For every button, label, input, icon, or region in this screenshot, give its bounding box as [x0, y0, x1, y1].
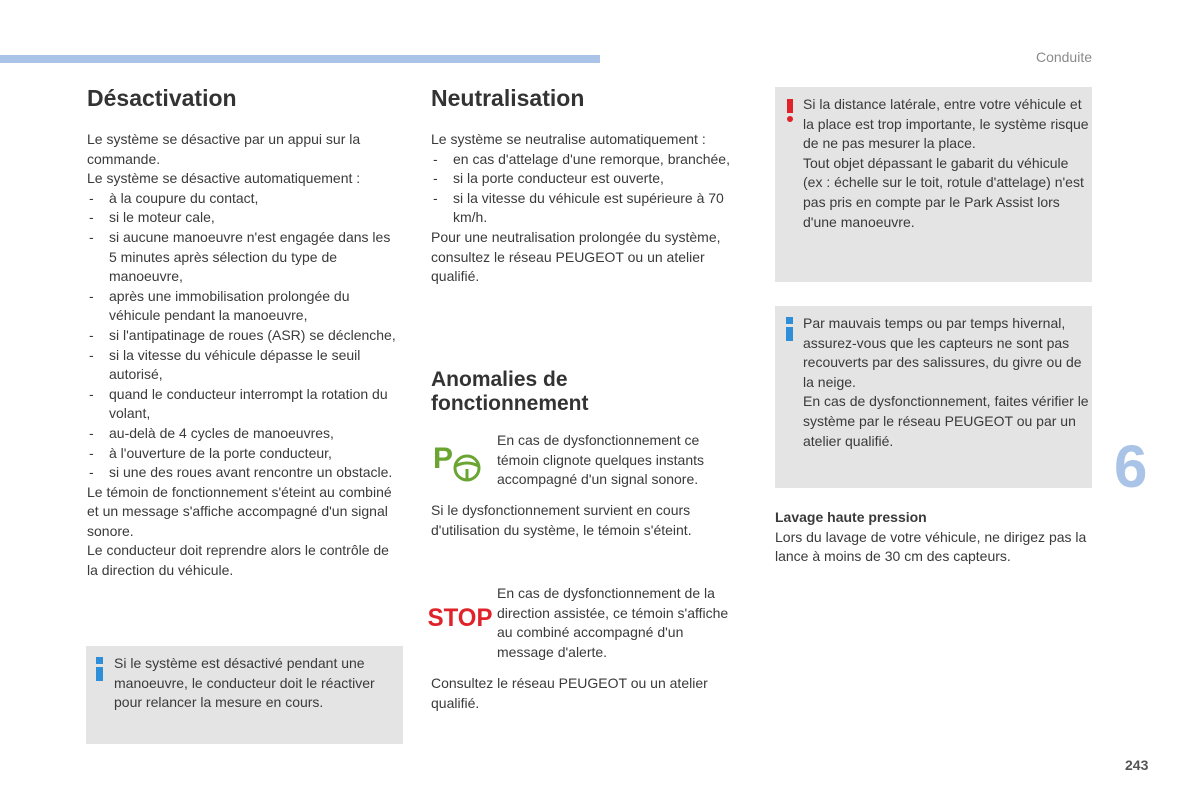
- warning-box: [775, 87, 1092, 282]
- desactivation-section: [87, 84, 399, 581]
- list-item: - si une des roues avant rencontre un obstacle.: [87, 463, 399, 483]
- desactivation-info-text: Si le système est désactivé pendant une manoeuvre, le conducteur doit le réactiver pour relancer la mesure en cours.: [114, 655, 375, 711]
- list-item: - si la vitesse du véhicule dépasse le seuil autorisé,: [87, 346, 399, 385]
- warning-box-text: [803, 95, 1089, 232]
- chapter-number: 6: [1114, 433, 1148, 500]
- neutralisation-list: [431, 150, 743, 228]
- lavage-title: Lavage haute pression: [775, 509, 927, 525]
- info-box: [775, 306, 1092, 488]
- neutralisation-title: Neutralisation: [431, 85, 585, 111]
- list-item: - si la porte conducteur est ouverte,: [431, 169, 743, 189]
- info-icon: [96, 657, 103, 681]
- info-icon: [786, 317, 793, 341]
- info-box-paragraph-2: En cas de dysfonctionnement, faites vérifier le système par le réseau PEUGEOT ou par un atelier qualifié.: [803, 393, 1089, 449]
- desactivation-info-box: [86, 646, 403, 744]
- info-box-paragraph-1: Par mauvais temps ou par temps hivernal, assurez-vous que les capteurs ne sont pas recouverts par des salissures, du givre ou de la neige.: [803, 315, 1082, 390]
- anomalies-title: [431, 368, 743, 416]
- desactivation-outro-1: Le témoin de fonctionnement s'éteint au combiné et un message s'affiche accompagné d'un signal sonore.: [87, 483, 392, 539]
- neutralisation-intro: Le système se neutralise automatiquement :: [431, 131, 706, 147]
- desactivation-list: [87, 189, 399, 483]
- list-item: - à la coupure du contact,: [87, 189, 399, 209]
- header-accent-bar: [0, 55, 600, 63]
- desactivation-outro-2: Le conducteur doit reprendre alors le contrôle de la direction du véhicule.: [87, 542, 389, 579]
- anomalies-after-block2: Consultez le réseau PEUGEOT ou un atelier qualifié.: [431, 675, 708, 711]
- list-item: - après une immobilisation prolongée du véhicule pendant la manoeuvre,: [87, 287, 399, 326]
- anomalies-after-block1: Si le dysfonctionnement survient en cours d'utilisation du système, le témoin s'éteint.: [431, 502, 692, 538]
- list-item: - au-delà de 4 cycles de manoeuvres,: [87, 424, 399, 444]
- list-item: - en cas d'attelage d'une remorque, branchée,: [431, 150, 743, 170]
- neutralisation-section: [431, 84, 743, 287]
- desactivation-intro-2: Le système se désactive automatiquement :: [87, 170, 361, 187]
- stop-warning-icon: [427, 601, 493, 633]
- lavage-section: [775, 508, 1095, 567]
- desactivation-title: Désactivation: [87, 85, 237, 111]
- info-box-text: [803, 314, 1089, 451]
- lavage-text: Lors du lavage de votre véhicule, ne dirigez pas la lance à moins de 30 cm des capteurs.: [775, 528, 1087, 565]
- list-item: - quand le conducteur interrompt la rotation du volant,: [87, 385, 399, 424]
- anomalies-title-line-2: fonctionnement: [431, 392, 589, 415]
- page-number: 243: [1125, 757, 1149, 773]
- list-item: - si aucune manoeuvre n'est engagée dans les 5 minutes après sélection du type de manoeuvre,: [87, 228, 399, 287]
- list-item: - à l'ouverture de la porte conducteur,: [87, 444, 399, 464]
- list-item: - si l'antipatinage de roues (ASR) se déclenche,: [87, 326, 399, 346]
- warning-box-paragraph-2: Tout objet dépassant le gabarit du véhicule (ex : échelle sur le toit, rotule d'attelage) n'est pas pris en compte par le Park Assist lors d'une manoeuvre.: [803, 154, 1084, 230]
- park-assist-icon-letter: P: [433, 442, 454, 475]
- list-item: - si le moteur cale,: [87, 208, 399, 228]
- anomalies-block1-text: En cas de dysfonctionnement ce témoin clignote quelques instants accompagné d'un signal sonore.: [497, 432, 705, 488]
- desactivation-intro-1: Le système se désactive par un appui sur la commande.: [87, 131, 361, 167]
- stop-icon-label: STOP: [427, 604, 493, 633]
- chapter-title: Conduite: [1035, 49, 1092, 65]
- anomalies-block2-text: En cas de dysfonctionnement de la direction assistée, ce témoin s'affiche au combiné accompagné d'un message d'alerte.: [497, 585, 729, 660]
- warning-exclamation-icon: [786, 99, 794, 122]
- warning-box-paragraph-1: Si la distance latérale, entre votre véhicule et la place est trop importante, le système risque de ne pas mesurer la place.: [803, 96, 1089, 152]
- anomalies-title-line-1: Anomalies de: [431, 368, 568, 391]
- park-assist-warning-icon: [433, 438, 485, 482]
- list-item: - si la vitesse du véhicule est supérieure à 70 km/h.: [431, 189, 743, 228]
- neutralisation-outro: Pour une neutralisation prolongée du système, consultez le réseau PEUGEOT ou un atelier qualifié.: [431, 228, 721, 285]
